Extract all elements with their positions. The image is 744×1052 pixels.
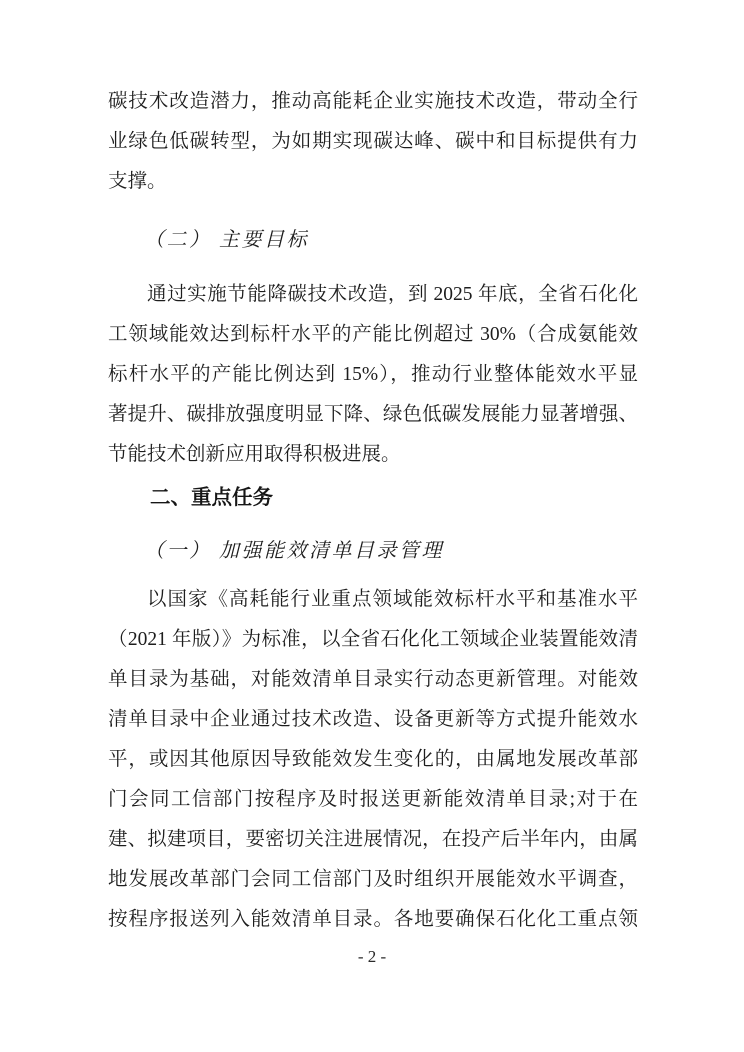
body-line: 平，或因其他原因导致能效发生变化的，由属地发展改革部 [108,749,638,770]
body-line: 清单目录中企业通过技术改造、设备更新等方式提升能效水 [108,709,638,730]
page-number: - 2 - [357,947,387,966]
body-line: 通过实施节能降碳技术改造，到 2025 年底，全省石化化 [147,284,638,305]
body-line: 建、拟建项目，要密切关注进展情况，在投产后半年内，由属 [108,829,638,850]
section-heading-efficiency-list-management: （一） 加强能效清单目录管理 [144,540,444,562]
body-line: 以国家《高耗能行业重点领域能效标杆水平和基准水平 [147,589,638,610]
body-line: 著提升、碳排放强度明显下降、绿色低碳发展能力显著增强、 [108,404,638,425]
body-line: 标杆水平的产能比例达到 15%），推动行业整体能效水平显 [108,364,638,385]
body-line: 业绿色低碳转型，为如期实现碳达峰、碳中和目标提供有力 [108,131,638,152]
body-line: 碳技术改造潜力，推动高能耗企业实施技术改造，带动全行 [108,91,638,112]
body-line: 地发展改革部门会同工信部门及时组织开展能效水平调查， [108,869,638,890]
body-line: （2021 年版）》为标准，以全省石化化工领域企业装置能效清 [108,629,638,650]
body-line: 按程序报送列入能效清单目录。各地要确保石化化工重点领 [108,909,638,930]
body-line: 支撑。 [108,171,167,192]
section-heading-main-goals: （二） 主要目标 [144,229,309,251]
paragraph-task1-body [108,580,638,940]
body-line: 门会同工信部门按程序及时报送更新能效清单目录;对于在 [108,789,638,810]
body-line: 单目录为基础，对能效清单目录实行动态更新管理。对能效 [108,669,638,690]
paragraph-goals [108,275,638,475]
chapter-heading-key-tasks: 二、重点任务 [150,486,273,509]
body-line: 节能技术创新应用取得积极进展。 [108,444,401,465]
body-line: 工领域能效达到标杆水平的产能比例超过 30%（合成氨能效 [108,324,638,345]
paragraph-intro-continuation [108,82,638,202]
